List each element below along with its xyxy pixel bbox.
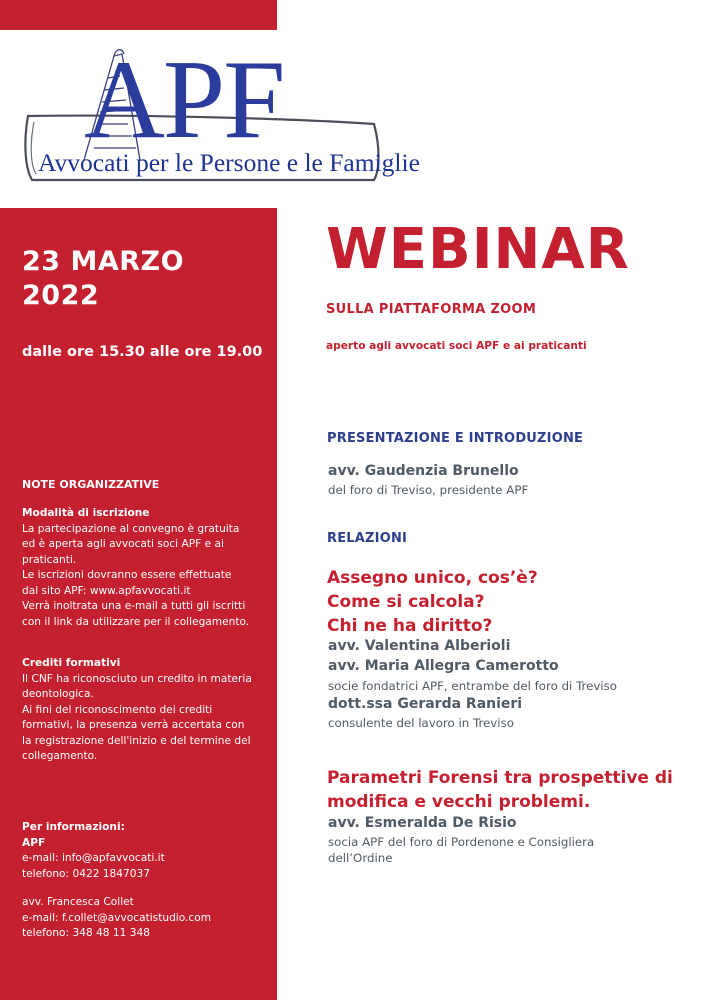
- intro-speaker-desc: del foro di Treviso, presidente APF: [328, 483, 529, 497]
- credits-line: collegamento.: [22, 750, 98, 762]
- talk1-speaker-desc: socie fondatrici APF, entrambe del foro di Treviso: [328, 679, 618, 693]
- credits-line: formativi, la presenza verrà accertata con: [22, 719, 245, 731]
- logo-letters: APF: [84, 38, 284, 162]
- intro-speaker: avv. Gaudenzia Brunello: [328, 463, 519, 479]
- talk2-title-line: Parametri Forensi tra prospettive di: [327, 768, 673, 788]
- registration-line: praticanti.: [22, 553, 77, 566]
- talk2-speaker-desc: socia APF del foro di Pordenone e Consigliera: [328, 835, 595, 849]
- contact-phone: telefono: 348 48 11 348: [22, 927, 150, 939]
- talk1-title-line: Come si calcola?: [327, 592, 485, 612]
- contact-name: avv. Francesca Collet: [22, 896, 134, 908]
- talk2-speaker-desc: dell’Ordine: [328, 851, 393, 865]
- info-heading: Per informazioni:: [22, 821, 125, 833]
- audience-note: aperto agli avvocati soci APF e ai praticanti: [326, 340, 587, 352]
- contact-email: e-mail: f.collet@avvocatistudio.com: [22, 911, 212, 924]
- registration-notes: [22, 506, 267, 630]
- registration-line: La partecipazione al convegno è gratuita: [22, 522, 240, 535]
- talk1-speaker: avv. Valentina Alberioli: [328, 638, 511, 654]
- event-time: dalle ore 15.30 alle ore 19.00: [22, 344, 263, 360]
- credits-line: Ai fini del riconoscimento dei crediti: [22, 703, 213, 716]
- info-notes: [22, 820, 267, 942]
- talk2-title: [327, 766, 673, 814]
- notes-title: NOTE ORGANIZZATIVE: [22, 478, 160, 491]
- webinar-title: WEBINAR: [326, 217, 630, 282]
- top-red-strip: [0, 0, 277, 30]
- registration-line: con il link da utilizzare per il collegamento.: [22, 615, 250, 628]
- talks-heading: RELAZIONI: [327, 531, 408, 546]
- credits-heading: Crediti formativi: [22, 657, 121, 669]
- registration-line: ed è aperta agli avvocati soci APF e ai: [22, 538, 224, 550]
- talk2-title-line: modifica e vecchi problemi.: [327, 792, 591, 812]
- talk1-title-line: Assegno unico, cos’è?: [327, 568, 538, 588]
- info-org: APF: [22, 836, 46, 849]
- event-date-day: 23 MARZO: [22, 246, 185, 277]
- registration-line: Verrà inoltrata una e-mail a tutti gli iscritti: [22, 600, 246, 612]
- registration-line: Le iscrizioni dovranno essere effettuate: [22, 569, 232, 581]
- registration-line: dal sito APF: www.apfavvocati.it: [22, 584, 191, 597]
- talk1-speaker-desc: consulente del lavoro in Treviso: [328, 716, 514, 730]
- talk1-speaker: avv. Maria Allegra Camerotto: [328, 658, 559, 674]
- talk2-speaker: avv. Esmeralda De Risio: [328, 815, 517, 831]
- info-phone: telefono: 0422 1847037: [22, 867, 150, 880]
- registration-heading: Modalità di iscrizione: [22, 507, 150, 519]
- talk1-title: [327, 566, 538, 638]
- credits-notes: [22, 656, 267, 765]
- intro-heading: PRESENTAZIONE E INTRODUZIONE: [327, 431, 584, 446]
- info-email: e-mail: info@apfavvocati.it: [22, 852, 165, 864]
- platform-subtitle: SULLA PIATTAFORMA ZOOM: [326, 302, 537, 317]
- credits-line: Il CNF ha riconosciuto un credito in materia: [22, 672, 252, 685]
- apf-logo: [18, 38, 420, 198]
- credits-line: deontologica.: [22, 688, 94, 700]
- talk1-title-line: Chi ne ha diritto?: [327, 616, 493, 636]
- talk1-speaker: dott.ssa Gerarda Ranieri: [328, 696, 523, 712]
- logo-subtitle: Avvocati per le Persone e le Famiglie: [38, 148, 420, 177]
- event-date-year: 2022: [22, 280, 100, 311]
- credits-line: la registrazione dell'inizio e del termine del: [22, 734, 251, 747]
